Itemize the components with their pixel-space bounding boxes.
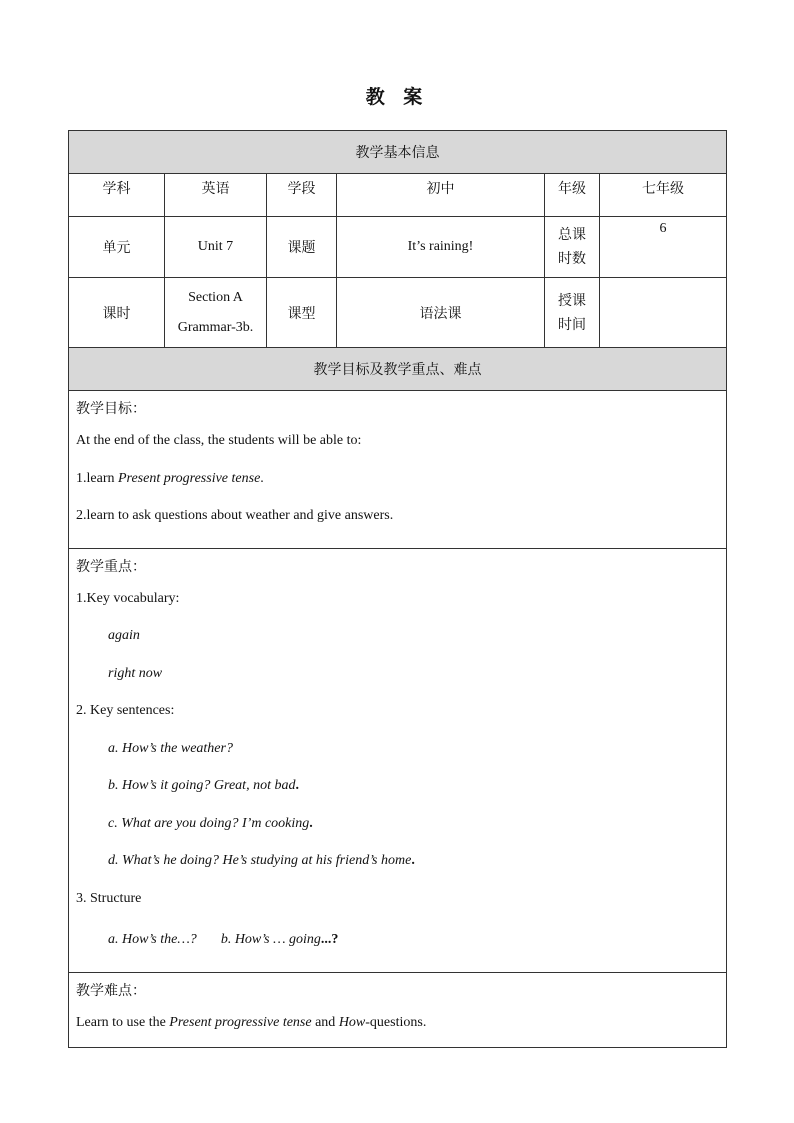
subject-value: 英语	[165, 174, 267, 217]
key-sentence	[76, 774, 719, 812]
key-sentence-text: a. How’s the weather?	[108, 740, 233, 756]
total-periods-label-line2: 时数	[558, 251, 586, 267]
stage-label: 学段	[267, 174, 337, 217]
key-sentence-end: .	[309, 815, 313, 831]
grade-label: 年级	[545, 174, 600, 217]
document-title: 教 案	[365, 86, 429, 108]
structure-patterns	[76, 924, 719, 966]
key-vocabulary-heading: 1.Key vocabulary:	[76, 590, 180, 606]
unit-label: 单元	[69, 217, 165, 278]
difficulties-prefix: Learn to use the	[76, 1014, 170, 1030]
objective-item-2: 2.learn to ask questions about weather and give answers.	[76, 508, 394, 523]
period-value-line2: Grammar-3b.	[177, 319, 254, 335]
teaching-time-label-line1: 授课	[558, 292, 586, 309]
vocab-item: right now	[108, 665, 163, 681]
objective-item-1-prefix: 1.learn	[76, 470, 118, 486]
key-sentences-heading: 2. Key sentences:	[76, 703, 175, 718]
period-label: 课时	[69, 278, 165, 348]
teaching-time-label	[545, 278, 600, 348]
subject-label: 学科	[69, 174, 165, 217]
key-sentence	[76, 812, 719, 850]
key-points-heading: 教学重点：	[76, 558, 146, 575]
key-sentence-text: c. What are you doing? I’m cooking	[108, 815, 310, 831]
key-sentence-text: b. How’s it going? Great, not bad	[108, 778, 296, 793]
difficulties-heading: 教学难点：	[76, 982, 146, 999]
structure-pattern-a: a. How’s the…?	[108, 932, 197, 947]
difficulties-italic-2: How	[338, 1014, 366, 1030]
difficulties-text	[76, 1011, 719, 1037]
stage-value: 初中	[337, 174, 545, 217]
objective-item-1-italic: Present progressive tense	[117, 470, 261, 486]
topic-label: 课题	[267, 217, 337, 278]
basic-info-header: 教学基本信息	[69, 131, 727, 174]
objectives-section	[69, 391, 727, 549]
key-sentence-end: .	[295, 778, 299, 793]
teaching-time-label-line2: 时间	[558, 316, 586, 333]
total-periods-value: 6	[600, 217, 727, 278]
objectives-section-header: 教学目标及教学重点、难点	[69, 348, 727, 391]
total-periods-label	[545, 217, 600, 278]
objectives-heading: 教学目标：	[76, 401, 146, 417]
objectives-intro: At the end of the class, the students will be able to:	[76, 433, 362, 448]
difficulties-italic-1: Present progressive tense	[169, 1014, 312, 1030]
key-sentence-end: .	[411, 853, 415, 868]
unit-value: Unit 7	[165, 217, 267, 278]
objective-item-1-suffix: .	[260, 470, 264, 486]
key-sentence-text: d. What’s he doing? He’s studying at his friend’s home	[108, 853, 412, 868]
lesson-type-value: 语法课	[337, 278, 545, 348]
grade-value: 七年级	[600, 174, 727, 217]
structure-pattern-b: b. How’s … going	[220, 932, 321, 947]
teaching-time-value	[600, 278, 727, 348]
lesson-type-label: 课型	[267, 278, 337, 348]
key-sentence	[76, 849, 719, 887]
objective-item-1	[76, 467, 719, 505]
structure-pattern-b-end: ...?	[320, 932, 339, 947]
total-periods-label-line1: 总课	[558, 227, 586, 243]
difficulties-suffix: -questions.	[365, 1014, 427, 1030]
difficulties-mid: and	[311, 1014, 339, 1030]
vocab-item: again	[108, 628, 140, 643]
lesson-plan-table	[68, 130, 727, 1048]
period-value-line1: Section A	[188, 289, 243, 305]
structure-heading: 3. Structure	[76, 890, 142, 906]
topic-value: It’s raining!	[337, 217, 545, 278]
key-points-section	[69, 548, 727, 972]
difficulties-section	[69, 972, 727, 1047]
key-sentence	[76, 737, 719, 775]
period-value	[165, 278, 267, 348]
